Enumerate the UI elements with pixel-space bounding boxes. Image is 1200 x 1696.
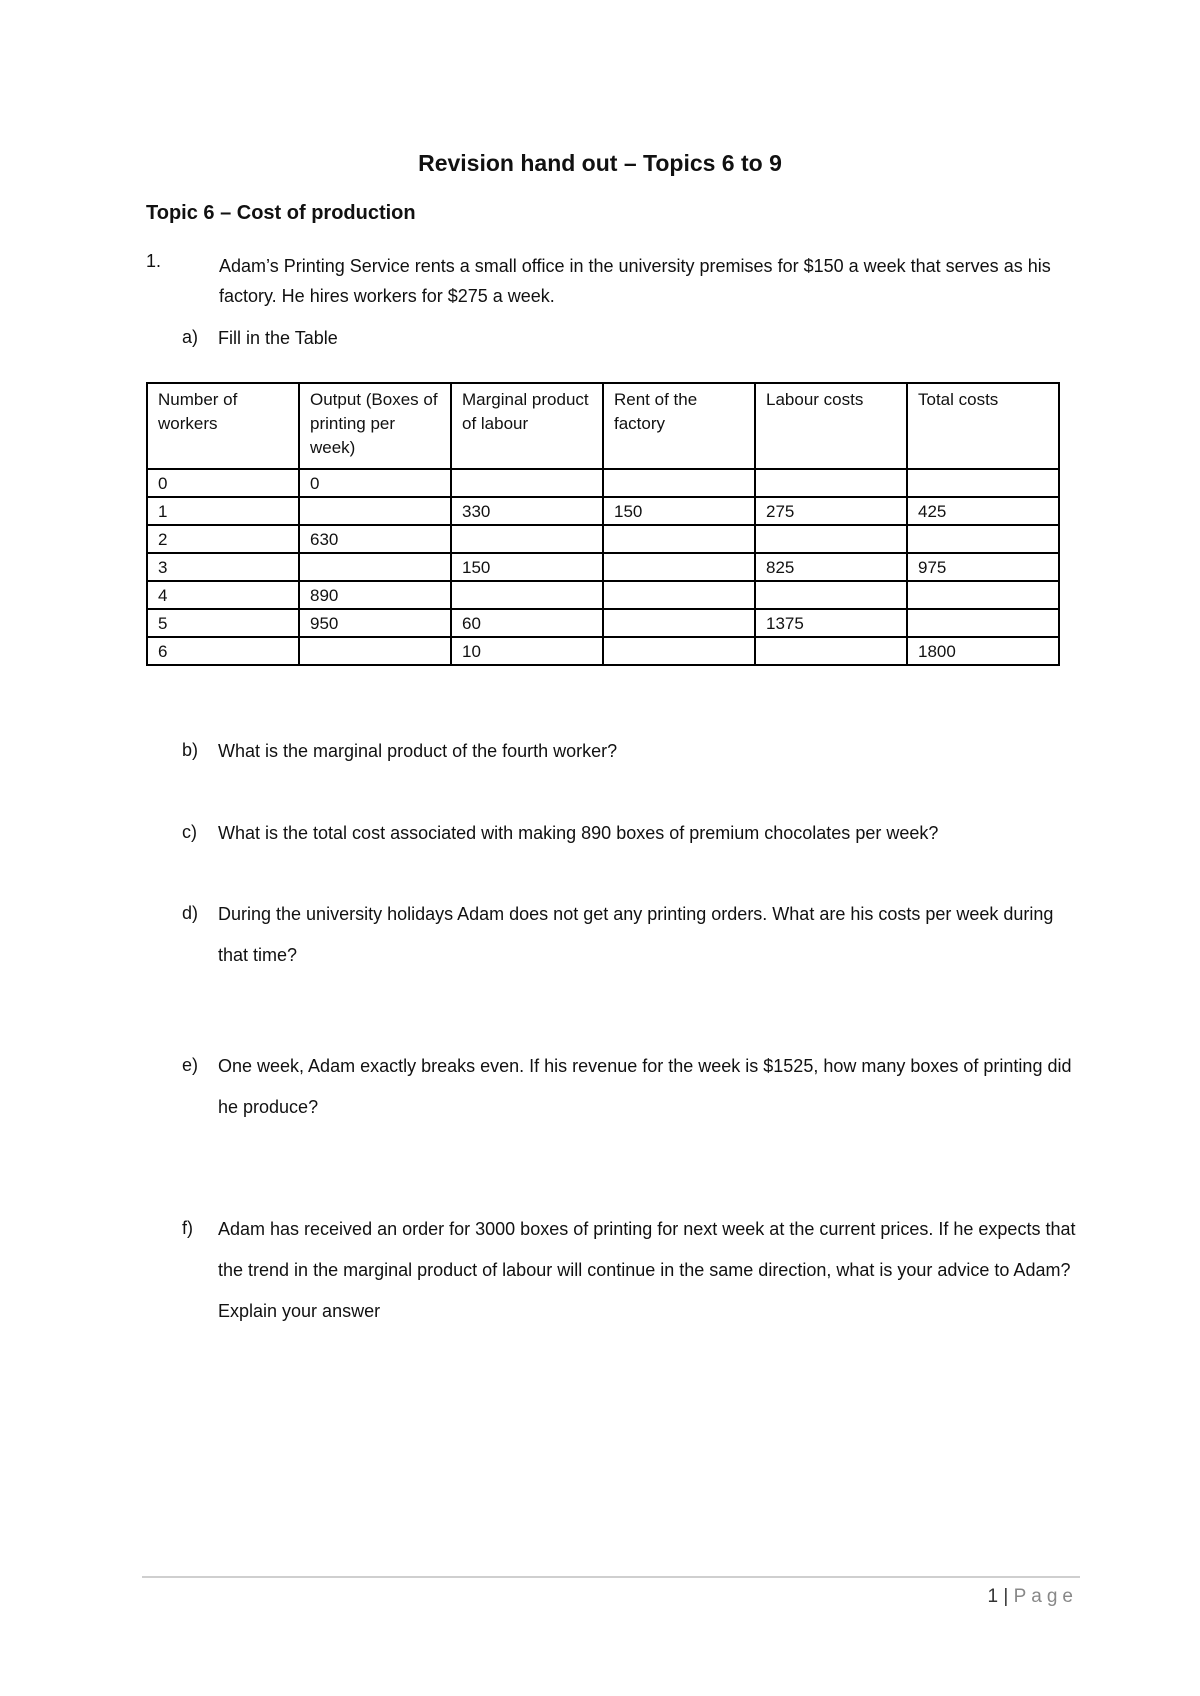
table-cell [451, 581, 603, 609]
table-row [147, 609, 1059, 637]
table-cell: 150 [603, 497, 755, 525]
table-cell [755, 581, 907, 609]
table-cell: 0 [299, 469, 451, 497]
table-cell: 10 [451, 637, 603, 665]
table-header-cell: Labour costs [755, 383, 907, 469]
footer-divider [142, 1576, 1080, 1578]
table-cell [299, 553, 451, 581]
table-header-cell: Output (Boxes of printing per week) [299, 383, 451, 469]
table-row [147, 525, 1059, 553]
table-cell [603, 553, 755, 581]
table-cell: 275 [755, 497, 907, 525]
table-cell [603, 469, 755, 497]
table-header-cell: Rent of the factory [603, 383, 755, 469]
table-cell: 4 [147, 581, 299, 609]
table-cell: 425 [907, 497, 1059, 525]
table-cell [907, 469, 1059, 497]
table-cell [907, 525, 1059, 553]
table-cell [907, 609, 1059, 637]
part-c-text: What is the total cost associated with making 890 boxes of premium chocolates per week? [218, 823, 939, 843]
part-f-text: Adam has received an order for 3000 boxes of printing for next week at the current prices. If he expects that the trend in the marginal product of labour will continue in the same direction, what is your advice to Adam? Explain your answer [218, 1219, 1076, 1321]
part-d-label: d) [182, 903, 199, 923]
part-d-text: During the university holidays Adam does not get any printing orders. What are his costs per week during that time? [218, 904, 1054, 965]
cost-table-body [147, 383, 1059, 665]
table-row [147, 553, 1059, 581]
table-cell: 0 [147, 469, 299, 497]
table-cell: 950 [299, 609, 451, 637]
table-row [147, 497, 1059, 525]
table-cell: 5 [147, 609, 299, 637]
table-cell [603, 581, 755, 609]
table-cell [755, 469, 907, 497]
page-footer [988, 1586, 1078, 1608]
table-cell: 1800 [907, 637, 1059, 665]
table-cell: 825 [755, 553, 907, 581]
table-cell [299, 497, 451, 525]
page-number: 1 [987, 1586, 999, 1607]
page-label: Page [1013, 1586, 1078, 1607]
table-cell [603, 637, 755, 665]
footer-separator: | [1003, 1586, 1009, 1607]
cost-table [146, 382, 1060, 666]
table-cell [755, 637, 907, 665]
table-cell: 6 [147, 637, 299, 665]
table-header-cell: Marginal product of labour [451, 383, 603, 469]
table-cell: 1 [147, 497, 299, 525]
part-f-label: f) [182, 1218, 193, 1238]
section-heading: Topic 6 – Cost of production [146, 202, 416, 224]
table-cell [451, 525, 603, 553]
table-cell: 630 [299, 525, 451, 553]
table-cell: 3 [147, 553, 299, 581]
table-cell: 975 [907, 553, 1059, 581]
table-cell: 890 [299, 581, 451, 609]
table-header-cell: Number of workers [147, 383, 299, 469]
question-text: Adam’s Printing Service rents a small office in the university premises for $150 a week that serves as his factory. He hires workers for $275 a week. [219, 256, 1051, 306]
table-cell: 330 [451, 497, 603, 525]
table-row [147, 581, 1059, 609]
table-header-row [147, 383, 1059, 469]
document-title: Revision hand out – Topics 6 to 9 [418, 150, 782, 176]
table-cell [907, 581, 1059, 609]
part-b-text: What is the marginal product of the fourth worker? [218, 741, 618, 761]
part-a-text: Fill in the Table [218, 328, 338, 348]
table-header-cell: Total costs [907, 383, 1059, 469]
table-cell [603, 525, 755, 553]
table-cell: 1375 [755, 609, 907, 637]
question-number: 1. [146, 251, 162, 271]
table-cell: 60 [451, 609, 603, 637]
table-cell: 2 [147, 525, 299, 553]
table-cell [755, 525, 907, 553]
part-e-text: One week, Adam exactly breaks even. If his revenue for the week is $1525, how many boxes of printing did he produce? [218, 1056, 1072, 1117]
table-cell [451, 469, 603, 497]
table-row [147, 637, 1059, 665]
part-b-label: b) [182, 740, 199, 760]
table-cell [603, 609, 755, 637]
part-c-label: c) [182, 822, 197, 842]
table-cell [299, 637, 451, 665]
part-e-label: e) [182, 1055, 199, 1075]
part-a-label: a) [182, 327, 199, 347]
table-cell: 150 [451, 553, 603, 581]
table-row [147, 469, 1059, 497]
